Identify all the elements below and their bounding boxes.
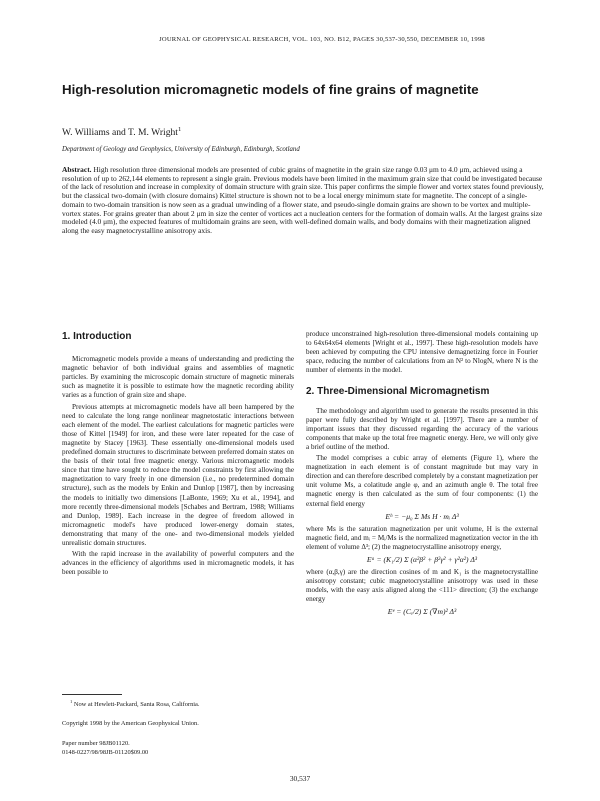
- author-footnote-mark: 1: [177, 126, 182, 133]
- copyright: Copyright 1998 by the American Geophysical Union.: [62, 720, 199, 727]
- abstract: [62, 166, 548, 236]
- paragraph: produce unconstrained high-resolution three-dimensional models containing up to 64x64x64 elements [Wright et al., 1997]. These high-resolution models have been achieved by computing the CPU intensive demagnetizing force in Fourier space, reducing the number of calculations from an N² to NlogN, where N is the number of elements in the model.: [306, 330, 538, 375]
- author-line: [62, 126, 181, 138]
- paragraph: Previous attempts at micromagnetic models have all been hampered by the need to calculate the long range nonlinear magnetostatic interactions between each element of the model. The earliest calculations for magnetic particles were those of Kittel [1949] for iron, and these were later repeated for the case of magnetite by Stacey [1963]. These essentially one-dimensional models used predefined domain structures to discriminate between preferred domain states on the basis of their total free magnetic energy. Various micromagnetic models since that time have sought to reduce the model constraints by first allowing the magnetization to vary freely in one dimension (i.e., no predetermined domain structure), such as the models by Enkin and Dunlop [1987], then by increasing the models to initially two dimensions [LaBonte, 1969; Xu et al., 1994], and more recently three-dimensional models [Schabes and Bertram, 1988; Williams and Dunlop, 1989]. Each increase in the degree of freedom allowed in micromagnetic model's have produced lower-energy domain states, demonstrating that many of the one- and two-dimensional models yielded unrealistic domain structures.: [62, 402, 294, 547]
- paper-number: Paper number 98JB01120.: [62, 740, 130, 747]
- section-heading-micromagnetism: 2. Three-Dimensional Micromagnetism: [306, 386, 490, 398]
- left-column: [62, 330, 294, 579]
- paragraph: With the rapid increase in the availability of powerful computers and the advances in the efficiency of algorithms used in micromagnetic models, it has been possible to: [62, 550, 294, 577]
- page-number: 30,537: [289, 774, 311, 783]
- footnote-divider: [62, 694, 122, 695]
- equation-external-field: Eʰ = −μ₀ Σ Ms H · mᵢ Δ³: [385, 511, 459, 521]
- equation-exchange: Eᵉ = (Cₑ/2) Σ (∇m)² Δ³: [387, 607, 457, 617]
- paragraph: The methodology and algorithm used to generate the results presented in this paper were fully described by Wright et al. [1997]. There are a number of important issues that they discussed regarding the accuracy of the various components that make up the total free magnetic energy. Here, we will only give a brief outline of the method.: [306, 406, 538, 451]
- equation-anisotropy: Eᵃ = (K₁/2) Σ (α²β² + β²γ² + γ²α²) Δ³: [366, 554, 478, 564]
- paragraph: Micromagnetic models provide a means of understanding and predicting the magnetic behavior of both individual grains and assemblies of magnetic particles. By examining the microscopic domain structure of magnetic minerals such as magnetite it is possible to estimate how the magnetic recording ability varies as a function of grain size and shape.: [62, 355, 294, 400]
- running-head: JOURNAL OF GEOPHYSICAL RESEARCH, VOL. 103, NO. B12, PAGES 30,537-30,550, DECEMBER 10, 1998: [159, 36, 485, 43]
- right-column: [306, 330, 538, 621]
- footnote-text: Now at Hewlett-Packard, Santa Rosa, California.: [73, 701, 200, 709]
- issn-code: 0148-0227/98/98JB-01120$09.00: [62, 749, 149, 756]
- footnote: [70, 699, 200, 708]
- authors: W. Williams and T. M. Wright: [62, 127, 178, 139]
- section-heading-introduction: 1. Introduction: [62, 331, 132, 342]
- paragraph: The model comprises a cubic array of elements (Figure 1), where the magnetization in each element is of constant magnitude but may vary in direction and can therefore described completely by a constant magnetization per unit volume Ms, a colatitude angle φ, and an azimuth angle θ. The total free magnetic energy is then calculated as the sum of four components: (1) the external field energy: [306, 454, 538, 508]
- paragraph: where Ms is the saturation magnetization per unit volume, H is the external magnetic field, and mᵢ = Mᵢ/Ms is the normalized magnetization vector in the ith element of volume Δ³; (2) the magnetocrystalline anisotropy energy,: [306, 524, 538, 551]
- affiliation: Department of Geology and Geophysics, University of Edinburgh, Edinburgh, Scotland: [62, 146, 300, 153]
- abstract-text: High resolution three dimensional models are presented of cubic grains of magnetite in the grain size range 0.03 μm to 4.0 μm, achieved using a resolution of up to 262,144 elements to represent a single grain. Previous models have been limited in the maximum grain size that could be investigated because of the lack of resolution and increase in complexity of domain structure with grain size. This paper confirms the simple flower and vortex states found previously, but the classical two-domain (with closure domains) Kittel structure is shown not to be a local energy minimum state for magnetite. The concept of a single-domain to two-domain transition is now seen as a gradual unwinding of a flower state, and pseudo-single domain grains are shown to be vortex and multiple-vortex states. For grains greater than about 2 μm in size the center of vortices act a nucleation centers for the formation of domain walls. At the largest grains size modeled (4.0 μm), the expected features of multidomain grains are seen, with well-defined domain walls, and body domains with their magnetization aligned along the easy magnetocrystalline anisotropy axis.: [62, 165, 544, 235]
- article-title: High-resolution micromagnetic models of fine grains of magnetite: [62, 82, 479, 97]
- abstract-label: Abstract.: [62, 165, 92, 174]
- footnote-mark: 1: [70, 699, 73, 704]
- paragraph: where (α,β,γ) are the direction cosines of m and K₁ is the magnetocrystalline anisotropy constant; cubic magnetocrystalline anisotropy was used in these models, with the easy axis aligned along the <111> direction; (3) the exchange energy: [306, 568, 538, 604]
